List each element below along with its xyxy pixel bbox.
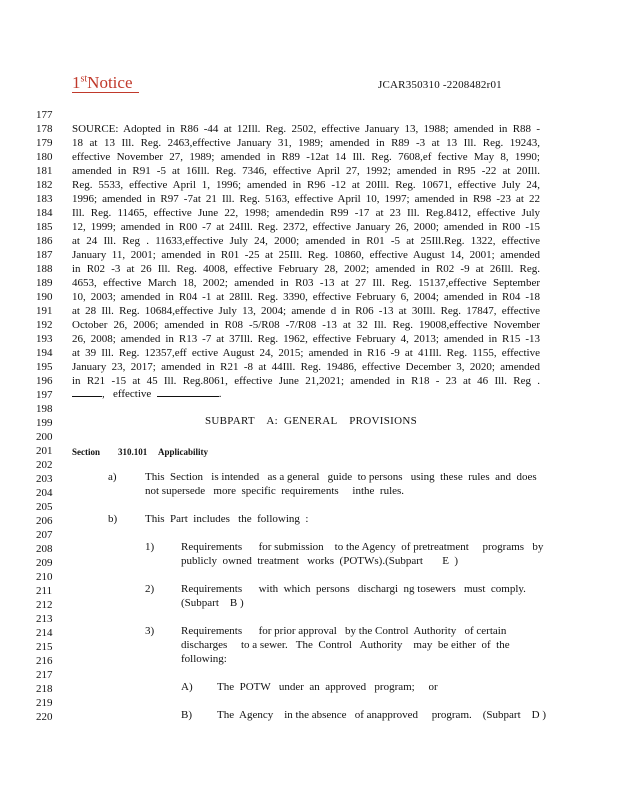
- line-number: 192: [36, 319, 53, 331]
- source-line: 10, 2003; amended in R04 -1 at 28Ill. Reg. 3390, effective February 6, 2004; amended in R04 -18: [72, 291, 540, 303]
- item-bA-text: The POTW under an approved program; or: [217, 681, 438, 693]
- item-b-text: This Part includes the following :: [145, 513, 309, 525]
- source-line: October 26, 2006; amended in R08 -5/R08 -7/R08 -13 at 32 Ill. Reg. 19008,effective November: [72, 319, 540, 331]
- line-number: 183: [36, 193, 53, 205]
- line-number: 208: [36, 543, 53, 555]
- source-line: at 39 Ill. Reg. 12357,eff ective August 24, 2015; amended in R16 -9 at 41Ill. Reg. 1155, effective: [72, 347, 540, 359]
- item-a-line-1: This Section is intended as a general guide to persons using these rules and does: [145, 471, 537, 483]
- item-b1-line-1: Requirements for submission to the Agency of pretreatment programs by: [181, 541, 544, 553]
- line-number: 206: [36, 515, 53, 527]
- source-line: in R21 -15 at 45 Ill. Reg.8061, effective June 21,2021; amended in R18 - 23 at 46 Ill. Reg .: [72, 375, 540, 387]
- subpart-heading: SUBPART A: GENERAL PROVISIONS: [205, 415, 418, 427]
- line-number: 200: [36, 431, 53, 443]
- line-number: 182: [36, 179, 53, 191]
- source-line: SOURCE: Adopted in R86 -44 at 12Ill. Reg. 2502, effective January 13, 1988; amended in R88 -: [72, 123, 540, 135]
- source-line: 12, 1999; amended in R00 -7 at 24Ill. Reg. 2372, effective January 26, 2000; amended in R00 -15: [72, 221, 540, 233]
- line-number: 181: [36, 165, 53, 177]
- line-number: 204: [36, 487, 53, 499]
- source-line: 26, 2008; amended in R13 -7 at 37Ill. Reg. 1962, effective February 4, 2013; amended in R15 -13: [72, 333, 540, 345]
- source-line: amended in R91 -5 at 16Ill. Reg. 7346, effective April 27, 1992; amended in R95 -22 at 20Ill.: [72, 165, 540, 177]
- line-number: 188: [36, 263, 53, 275]
- item-b2-line-2: (Subpart B ): [181, 597, 244, 609]
- item-b2-label: 2): [145, 583, 155, 595]
- line-number: 209: [36, 557, 53, 569]
- line-number: 199: [36, 417, 53, 429]
- source-line: 18 at 13 Ill. Reg. 2463,effective January 31, 1989; amended in R89 -3 at 13 Ill. Reg. 19243,: [72, 137, 540, 149]
- line-number: 187: [36, 249, 53, 261]
- line-number: 219: [36, 697, 53, 709]
- line-number: 179: [36, 137, 53, 149]
- line-number: 190: [36, 291, 53, 303]
- item-b3-line-3: following:: [181, 653, 227, 665]
- line-number: 191: [36, 305, 53, 317]
- line-number: 185: [36, 221, 53, 233]
- source-note-last-line: , effective .: [72, 387, 222, 400]
- item-bA-label: A): [181, 681, 193, 693]
- section-number: Section 310.101: [72, 447, 148, 457]
- notice-label: 1stNotice: [72, 74, 139, 93]
- item-bB-text: The Agency in the absence of anapproved program. (Subpart D ): [217, 709, 546, 721]
- item-b3-line-1: Requirements for prior approval by the Control Authority of certain: [181, 625, 507, 637]
- item-b2-line-1: Requirements with which persons dischargi ng tosewers must comply.: [181, 583, 526, 595]
- line-number: 178: [36, 123, 53, 135]
- item-b3-line-2: discharges to a sewer. The Control Authority may be either of the: [181, 639, 510, 651]
- line-number: 186: [36, 235, 53, 247]
- item-b3-label: 3): [145, 625, 155, 637]
- source-line: 4653, effective March 18, 2002; amended in R03 -13 at 27 Ill. Reg. 15137,effective September: [72, 277, 540, 289]
- source-line: Reg. 5533, effective April 1, 1996; amended in R96 -12 at 20Ill. Reg. 10671, effective July 24,: [72, 179, 540, 191]
- source-line: Ill. Reg. 11465, effective June 22, 1998; amendedin R99 -17 at 23 Ill. Reg.8412, effective July: [72, 207, 540, 219]
- source-line: at 28 Ill. Reg. 10684,effective July 13, 2004; amende d in R06 -13 at 30Ill. Reg. 17847, effective: [72, 305, 540, 317]
- line-number: 203: [36, 473, 53, 485]
- line-number: 215: [36, 641, 53, 653]
- line-number: 211: [36, 585, 53, 597]
- section-title: Applicability: [158, 447, 209, 457]
- line-number: 205: [36, 501, 53, 513]
- item-a-label: a): [108, 471, 117, 483]
- line-number: 198: [36, 403, 53, 415]
- line-number: 212: [36, 599, 53, 611]
- source-line: January 11, 2001; amended in R01 -25 at 25Ill. Reg. 10860, effective August 14, 2001; amended: [72, 249, 540, 261]
- item-b1-line-2: publicly owned treatment works (POTWs).(Subpart E ): [181, 555, 459, 567]
- line-number: 202: [36, 459, 53, 471]
- line-number: 195: [36, 361, 53, 373]
- item-b-label: b): [108, 513, 118, 525]
- line-number: 213: [36, 613, 53, 625]
- line-number: 217: [36, 669, 53, 681]
- source-line: in R02 -3 at 26 Ill. Reg. 4008, effective February 28, 2002; amended in R02 -9 at 26Ill. Reg.: [72, 263, 540, 275]
- line-number: 216: [36, 655, 53, 667]
- source-line: 1996; amended in R97 -7at 21 Ill. Reg. 5163, effective April 10, 1997; amended in R98 -23 at 22: [72, 193, 540, 205]
- line-number: 177: [36, 109, 53, 121]
- source-line: January 23, 2017; amended in R21 -8 at 44Ill. Reg. 19486, effective December 3, 2020; amended: [72, 361, 540, 373]
- line-number: 193: [36, 333, 53, 345]
- item-a-line-2: not supersede more specific requirements inthe rules.: [145, 485, 405, 497]
- line-number: 197: [36, 389, 53, 401]
- line-number: 201: [36, 445, 53, 457]
- document-id: JCAR350310 -2208482r01: [378, 79, 502, 91]
- line-number: 189: [36, 277, 53, 289]
- source-line: effective November 27, 1989; amended in R89 -12at 14 Ill. Reg. 7608,ef fective May 8, 1990;: [72, 151, 540, 163]
- line-number: 194: [36, 347, 53, 359]
- line-number: 218: [36, 683, 53, 695]
- line-number: 207: [36, 529, 53, 541]
- line-number: 196: [36, 375, 53, 387]
- line-number: 210: [36, 571, 53, 583]
- line-number: 184: [36, 207, 53, 219]
- source-line: at 24 Ill. Reg . 11633,effective July 24, 2000; amended in R01 -5 at 25Ill.Reg. 1322, effective: [72, 235, 540, 247]
- line-number: 220: [36, 711, 53, 723]
- line-number: 180: [36, 151, 53, 163]
- item-b1-label: 1): [145, 541, 155, 553]
- item-bB-label: B): [181, 709, 192, 721]
- line-number: 214: [36, 627, 53, 639]
